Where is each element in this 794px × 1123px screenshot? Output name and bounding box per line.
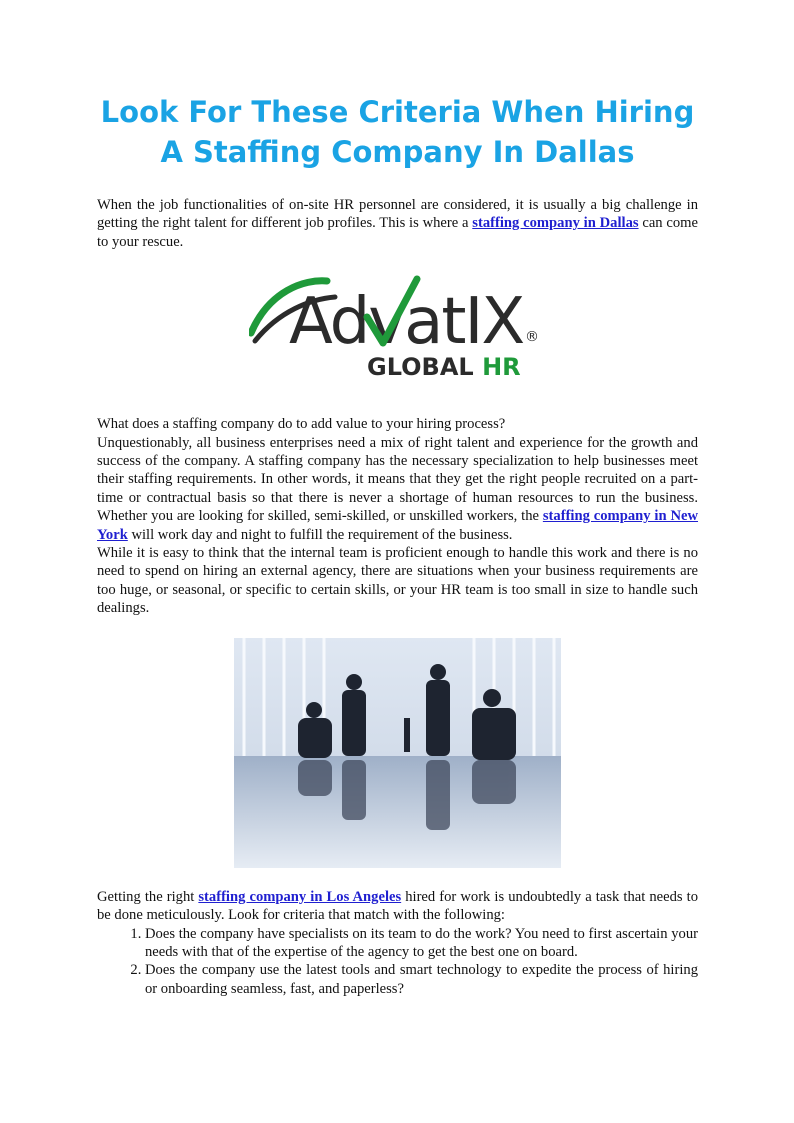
section2-paragraph: Getting the right staffing company in Los Angeles hired for work is undoubtedly a task that needs to be done meticulously. Look for criteria that match with the following: <box>97 888 698 924</box>
criteria-list <box>97 925 698 999</box>
svg-text:GLOBAL HR: GLOBAL HR <box>367 353 521 382</box>
list-item: 2. Does the company use the latest tools and smart technology to expedite the process of hiring or onboarding seamless, fast, and paperless? <box>145 961 698 998</box>
document-page <box>97 92 698 998</box>
section1-paragraph2: While it is easy to think that the internal team is proficient enough to handle this work and there is no need to spend on hiring an external agency, there are situations when your business requirements are too huge, or seasonal, or specific to certain skills, or your HR team is too small in size to handle such dealings. <box>97 545 698 617</box>
advatix-logo <box>249 271 549 383</box>
svg-text:AdvatIX: AdvatIX <box>289 285 524 360</box>
intro-paragraph: When the job functionalities of on-site HR personnel are considered, it is usually a big challenge in getting the right talent for different job profiles. This is where a staffing company in Dallas can come to your rescue. <box>97 197 699 250</box>
section1-paragraph1: Unquestionably, all business enterprises need a mix of right talent and experience for the growth and success of the company. A staffing company has the necessary specialization to help businesses meet their staffing requirements. In other words, it means that they get the right people recruited on a part-time or contractual basis so that there is never a shortage of human resources to run the business. Whether you are looking for skilled, semi-skilled, or unskilled workers, the staffing company in New York will work day and night to fulfill the requirement of the business. <box>97 434 699 543</box>
svg-text:®: ® <box>525 329 539 346</box>
link-staffing-dallas[interactable]: staffing company in Dallas <box>472 215 639 232</box>
advatix-logo-graphic <box>249 271 549 383</box>
page-title: Look For These Criteria When Hiring A Staffing Company In Dallas <box>100 95 695 169</box>
list-item: 1. Does the company have specialists on its team to do the work? You need to first ascertain your needs with that of the expertise of the agency to get the best one on board. <box>145 925 698 962</box>
section1-question: What does a staffing company do to add value to your hiring process? <box>97 416 506 433</box>
business-meeting-image <box>234 638 561 868</box>
meeting-photo <box>234 638 561 868</box>
link-staffing-los-angeles[interactable]: staffing company in Los Angeles <box>198 888 402 905</box>
link-staffing-new-york[interactable]: staffing company in New York <box>97 508 699 543</box>
